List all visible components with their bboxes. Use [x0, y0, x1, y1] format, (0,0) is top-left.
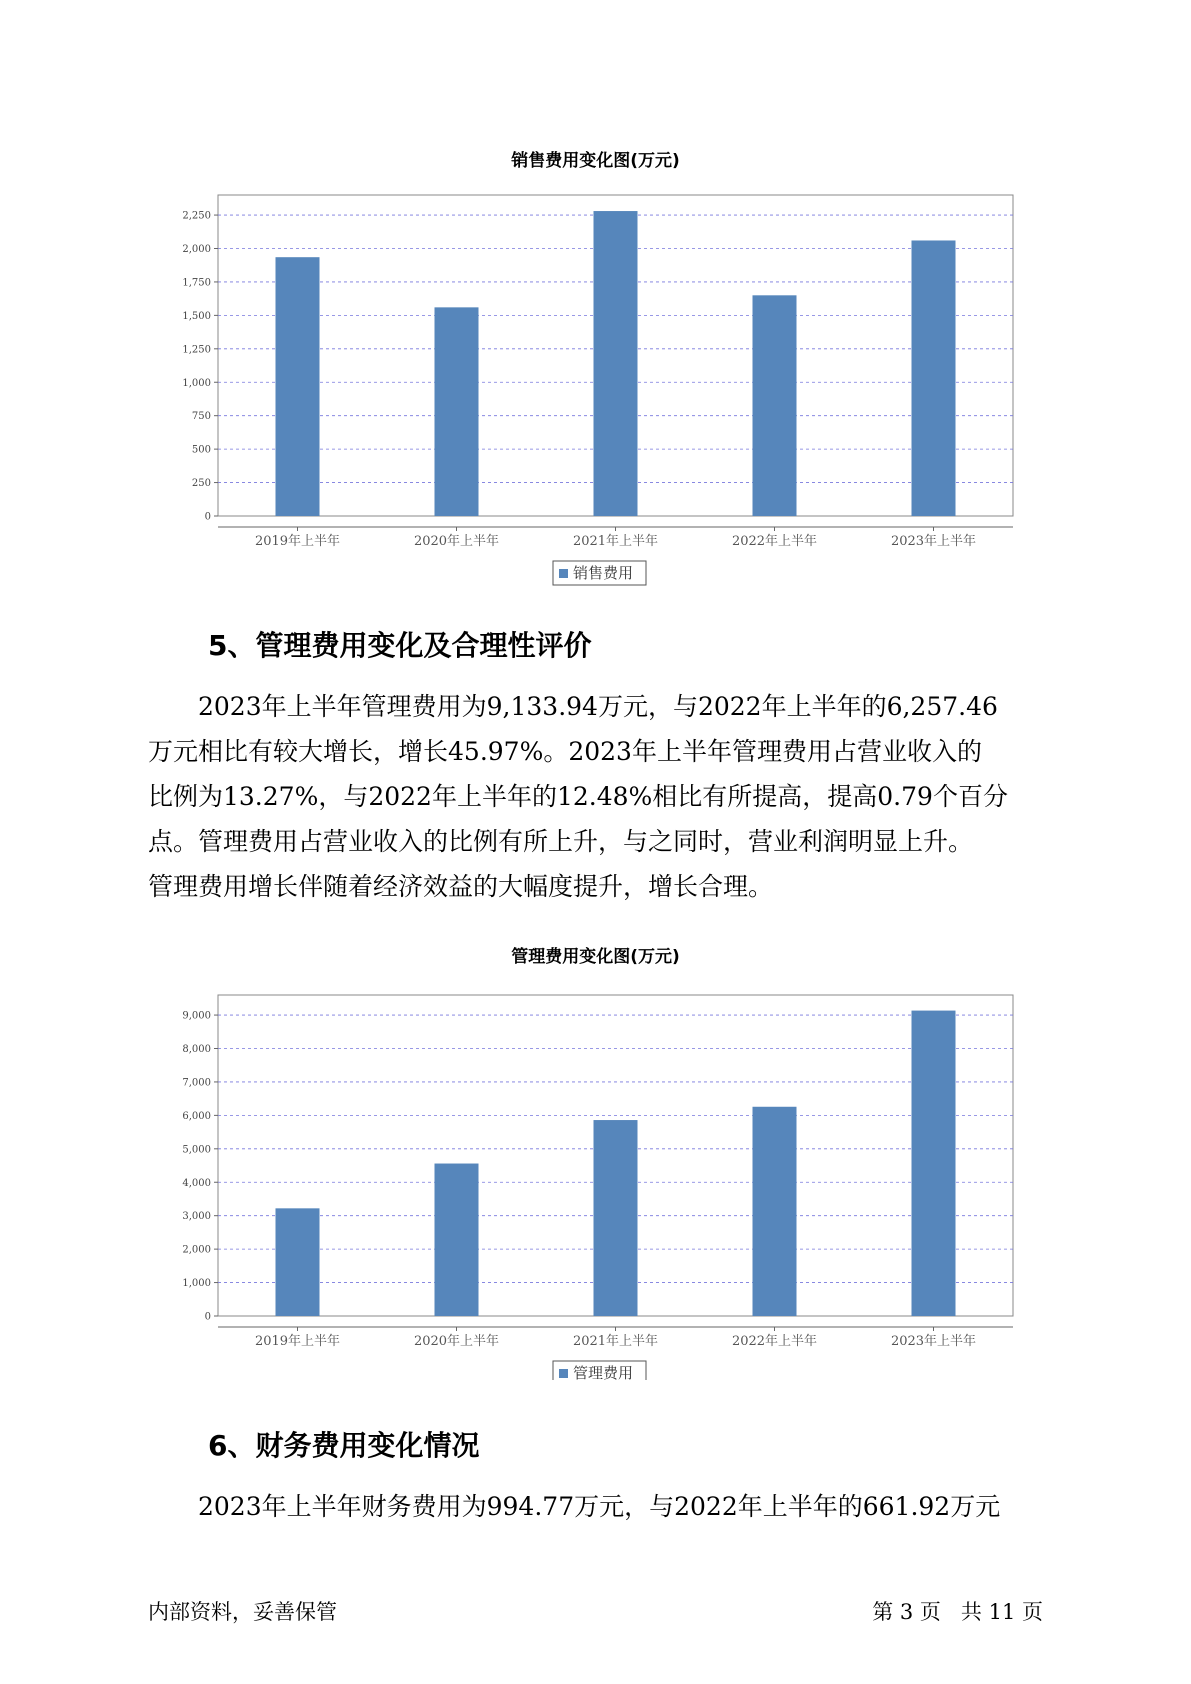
x-tick-label: 2021年上半年 — [572, 1334, 659, 1349]
y-tick-label: 1,750 — [182, 277, 211, 289]
footer-confidential-note: 内部资料，妥善保管 — [148, 1600, 337, 1624]
y-tick-label: 1,500 — [182, 310, 211, 322]
x-tick-label: 2020年上半年 — [413, 1334, 500, 1349]
y-tick-label: 1,000 — [182, 377, 211, 389]
x-tick-label: 2019年上半年 — [254, 1334, 341, 1349]
y-tick-label: 4,000 — [182, 1177, 211, 1189]
legend-swatch — [559, 1369, 568, 1378]
x-tick-label: 2023年上半年 — [890, 1334, 977, 1349]
chart-title-sales: 销售费用变化图(万元) — [511, 151, 680, 171]
bar — [435, 307, 479, 516]
x-tick-label: 2020年上半年 — [413, 534, 500, 549]
section-heading-6: 6、财务费用变化情况 — [208, 1429, 480, 1462]
y-tick-label: 1,250 — [182, 344, 211, 356]
y-tick-label: 0 — [204, 511, 211, 523]
bar — [912, 240, 956, 516]
bar — [276, 257, 320, 516]
x-tick-label: 2022年上半年 — [731, 534, 818, 549]
y-tick-label: 500 — [191, 444, 211, 456]
sales-expense-chart — [0, 140, 1191, 590]
bar — [753, 1107, 797, 1316]
y-tick-label: 2,000 — [182, 244, 211, 255]
y-tick-label: 3,000 — [182, 1211, 211, 1223]
bar — [753, 295, 797, 516]
paragraph-line: 万元相比有较大增长，增长45.97%。2023年上半年管理费用占营业收入的 — [148, 737, 982, 766]
bar — [435, 1164, 479, 1316]
y-tick-label: 5,000 — [182, 1144, 211, 1156]
x-tick-label: 2023年上半年 — [890, 534, 977, 549]
x-tick-label: 2019年上半年 — [254, 534, 341, 549]
x-tick-label: 2022年上半年 — [731, 1334, 818, 1349]
bar — [912, 1011, 956, 1316]
paragraph-line: 2023年上半年管理费用为9,133.94万元，与2022年上半年的6,257.46 — [198, 692, 998, 721]
y-tick-label: 8,000 — [182, 1044, 211, 1055]
y-tick-label: 7,000 — [182, 1077, 211, 1089]
legend-swatch — [559, 569, 568, 578]
bar — [276, 1208, 320, 1316]
y-tick-label: 0 — [204, 1311, 211, 1323]
y-tick-label: 1,000 — [182, 1278, 211, 1290]
admin-expense-chart — [0, 940, 1191, 1380]
chart-title-admin: 管理费用变化图(万元) — [511, 947, 680, 967]
paragraph-line: 2023年上半年财务费用为994.77万元，与2022年上半年的661.92万元 — [198, 1492, 1001, 1521]
x-tick-label: 2021年上半年 — [572, 534, 659, 549]
y-tick-label: 6,000 — [182, 1110, 211, 1122]
legend-label: 销售费用 — [573, 564, 634, 582]
footer-page-number: 第 3 页 共 11 页 — [872, 1600, 1043, 1624]
y-tick-label: 2,000 — [182, 1244, 211, 1256]
paragraph-line: 点。管理费用占营业收入的比例有所上升，与之同时，营业利润明显上升。 — [148, 827, 974, 856]
y-tick-label: 250 — [191, 478, 211, 490]
legend-label: 管理费用 — [573, 1364, 634, 1380]
section-6-paragraph — [148, 1484, 1048, 1529]
section-5-paragraph — [148, 684, 1048, 909]
paragraph-line: 管理费用增长伴随着经济效益的大幅度提升，增长合理。 — [148, 872, 774, 901]
bar — [594, 1120, 638, 1316]
bar — [594, 211, 638, 516]
section-heading-5: 5、管理费用变化及合理性评价 — [208, 629, 592, 662]
y-tick-label: 9,000 — [182, 1010, 211, 1022]
y-tick-label: 750 — [191, 411, 211, 423]
y-tick-label: 2,250 — [182, 210, 211, 222]
paragraph-line: 比例为13.27%，与2022年上半年的12.48%相比有所提高，提高0.79个百分 — [148, 782, 1008, 811]
